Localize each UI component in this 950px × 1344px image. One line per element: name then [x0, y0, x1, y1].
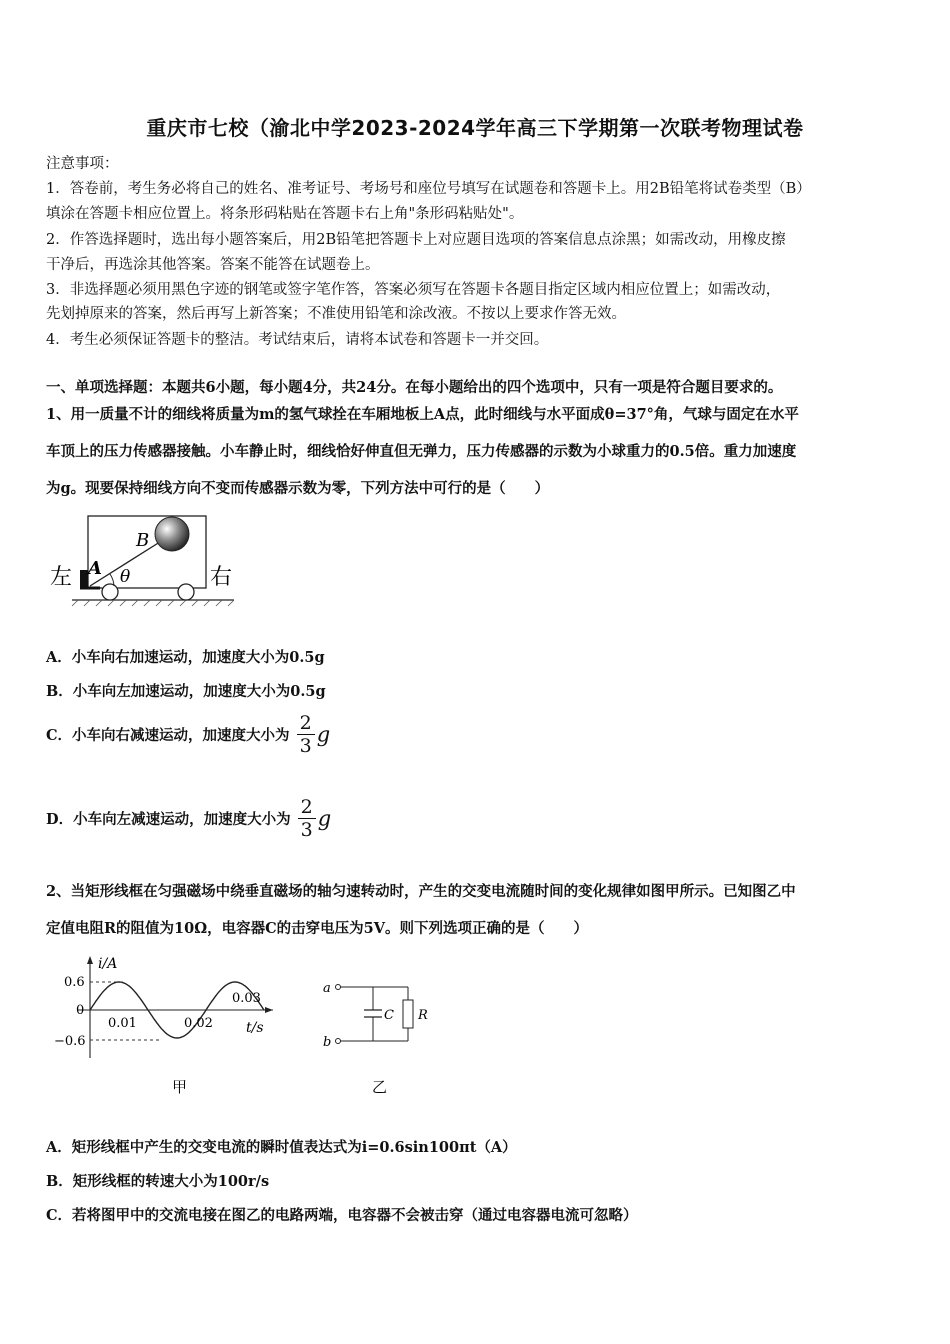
q2-option-b: B．矩形线框的转速大小为100r/s: [46, 1173, 270, 1190]
notice-heading: 注意事项：: [46, 156, 119, 172]
q2-graph: [48, 948, 288, 1098]
notice-line-6: 先划掉原来的答案，然后再写上新答案；不准使用铅笔和涂改液。不按以上要求作答无效。: [46, 306, 626, 322]
anchor-block: [80, 570, 88, 588]
x-axis-label: t/s: [246, 1020, 264, 1036]
q1-option-b: B．小车向左加速运动，加速度大小为0.5g: [46, 683, 326, 700]
q1-line-1: 1、用一质量不计的细线将质量为m的氢气球拴在车厢地板上A点，此时细线与水平面成θ=37°角，气球与固定在水平: [46, 406, 799, 423]
q2-circuit: [318, 972, 438, 1097]
q1-line-3: 为g。现要保持细线方向不变而传感器示数为零，下列方法中可行的是（ ）: [46, 480, 550, 497]
terminal-a: a: [323, 981, 331, 996]
q2-option-a: A．矩形线框中产生的交变电流的瞬时值表达式为i=0.6sin100πt（A）: [46, 1139, 517, 1156]
fraction-c-den: 3: [299, 735, 312, 757]
balloon-icon: [155, 517, 189, 551]
q1-option-d: D．小车向左减速运动，加速度大小为: [46, 811, 291, 828]
label-theta: θ: [120, 567, 131, 587]
fraction-c: [297, 712, 315, 757]
wheel-left-icon: [102, 584, 118, 600]
q1-option-c: C．小车向右减速运动，加速度大小为: [46, 727, 290, 744]
car-box: [88, 516, 206, 588]
notice-line-1: 1．答卷前，考生务必将自己的姓名、准考证号、考场号和座位号填写在试题卷和答题卡上。用2B铅笔将试卷类型（B）: [46, 181, 811, 197]
resistor-label: R: [418, 1008, 428, 1023]
q1-figure: [48, 508, 238, 608]
q2-line-1: 2、当矩形线框在匀强磁场中绕垂直磁场的轴匀速转动时，产生的交变电流随时间的变化规律如图甲所示。已知图乙中: [46, 883, 796, 900]
label-a: A: [88, 558, 102, 579]
x-tick-2: 0.02: [184, 1016, 213, 1031]
fraction-d-num: 2: [298, 796, 316, 819]
resistor-icon: [403, 1000, 413, 1028]
graph-caption: 甲: [172, 1078, 188, 1096]
fraction-c-var: g: [316, 722, 331, 747]
q1-line-2: 车顶上的压力传感器接触。小车静止时，细线恰好伸直但无弹力，压力传感器的示数为小球重力的0.5倍。重力加速度: [46, 443, 797, 460]
notice-line-2: 填涂在答题卡相应位置上。将条形码粘贴在答题卡右上角"条形码粘贴处"。: [46, 206, 524, 222]
terminal-b: b: [323, 1035, 332, 1050]
wheel-right-icon: [178, 584, 194, 600]
notice-line-5: 3．非选择题必须用黑色字迹的钢笔或签字笔作答，答案必须写在答题卡各题目指定区域内相应位置上；如需改动，: [46, 282, 781, 298]
capacitor-label: C: [384, 1008, 394, 1023]
fraction-d: [298, 796, 316, 841]
notice-line-4: 干净后，再选涂其他答案。答案不能答在试题卷上。: [46, 257, 380, 273]
fraction-d-var: g: [317, 806, 332, 831]
fraction-d-den: 3: [300, 819, 313, 841]
q1-option-d-row: [46, 796, 331, 841]
label-b: B: [136, 530, 150, 551]
x-tick-1: 0.01: [108, 1016, 137, 1031]
fraction-c-num: 2: [297, 712, 315, 735]
circuit-caption: 乙: [372, 1078, 388, 1096]
q1-option-a: A．小车向右加速运动，加速度大小为0.5g: [46, 649, 325, 666]
label-left: 左: [50, 565, 73, 590]
notice-line-7: 4．考生必须保证答题卡的整洁。考试结束后，请将本试卷和答题卡一并交回。: [46, 332, 549, 348]
x-tick-3: 0.03: [232, 991, 261, 1006]
q1-option-c-row: [46, 712, 330, 757]
section-heading: 一、单项选择题：本题共6小题，每小题4分，共24分。在每小题给出的四个选项中，只有一项是符合题目要求的。: [46, 379, 783, 396]
y-tick-neg: −0.6: [54, 1034, 86, 1049]
q2-option-c: C．若将图甲中的交流电接在图乙的电路两端，电容器不会被击穿（通过电容器电流可忽略）: [46, 1207, 638, 1224]
label-right: 右: [210, 565, 233, 590]
y-axis-label: i/A: [98, 956, 118, 972]
page-title: 重庆市七校（渝北中学2023-2024学年高三下学期第一次联考物理试卷: [146, 116, 804, 140]
notice-line-3: 2．作答选择题时，选出每小题答案后，用2B铅笔把答题卡上对应题目选项的答案信息点涂黑；如需改动，用橡皮擦: [46, 232, 786, 248]
y-tick-pos: 0.6: [64, 975, 85, 990]
q2-line-2: 定值电阻R的阻值为10Ω，电容器C的击穿电压为5V。则下列选项正确的是（ ）: [46, 920, 589, 937]
y-tick-zero: 0: [76, 1003, 85, 1018]
